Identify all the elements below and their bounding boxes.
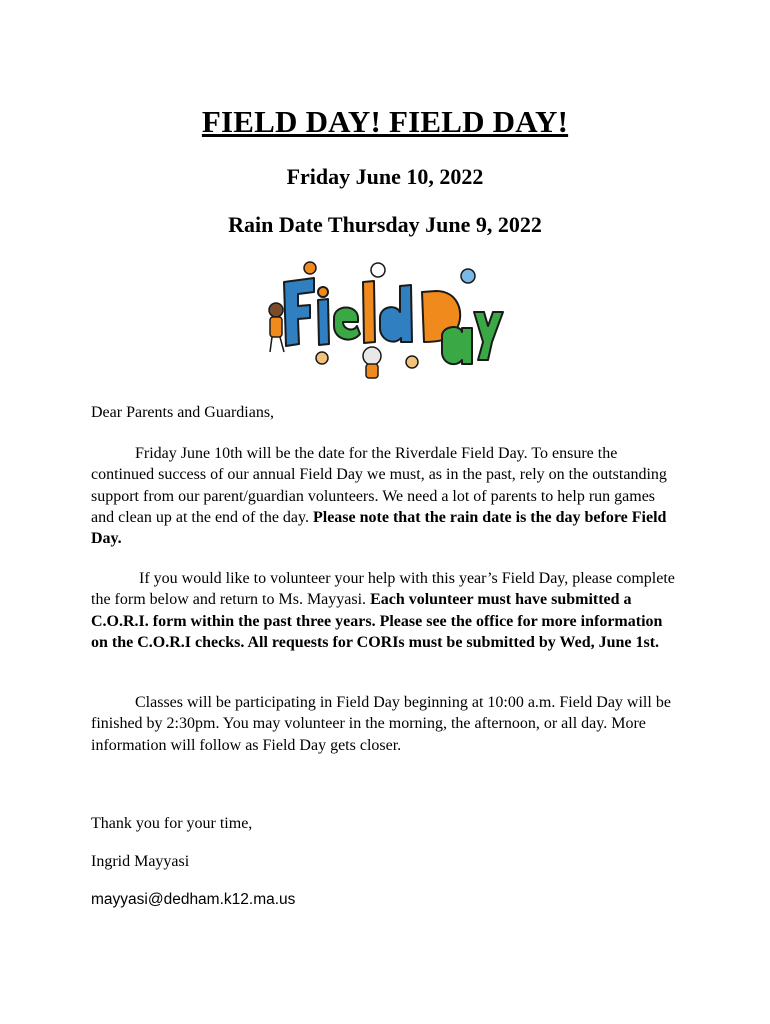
paragraph-1	[91, 443, 681, 549]
paragraph-2-bold: Each volunteer must have submitted a C.O.R.I. form within the past three years. Please see the office for more information on the C.O.R.I checks. All requests for CORIs must be submitted by Wed, June 1st.	[91, 591, 663, 651]
email-address[interactable]: mayyasi@dedham.k12.ma.us	[91, 891, 296, 908]
page-title: FIELD DAY! FIELD DAY!	[201, 104, 569, 139]
salutation: Dear Parents and Guardians,	[91, 404, 275, 421]
paragraph-3	[91, 692, 681, 756]
paragraph-2	[91, 568, 681, 653]
paragraph-2-text: If you would like to volunteer your help with this year’s Field Day, please complete the form below and return to Ms. Mayyasi.	[91, 570, 675, 609]
closing-line: Thank you for your time,	[91, 815, 253, 832]
field-day-logo	[262, 260, 506, 382]
paragraph-1-text: Friday June 10th will be the date for the Riverdale Field Day. To ensure the continued success of our annual Field Day we must, as in the past, rely on the outstanding support from our parent/guardian volunteers. We need a lot of parents to help run games and clean up at the end of the day.	[91, 445, 667, 526]
rain-date: Rain Date Thursday June 9, 2022	[228, 212, 542, 237]
paragraph-3-text: Classes will be participating in Field Day beginning at 10:00 a.m. Field Day will be finished by 2:30pm. You may volunteer in the morning, the afternoon, or all day. More information will follow as Field Day gets closer.	[91, 694, 671, 754]
paragraph-1-bold: Please note that the rain date is the day before Field Day.	[91, 508, 667, 548]
event-date: Friday June 10, 2022	[286, 164, 484, 189]
signature-name: Ingrid Mayyasi	[91, 853, 190, 870]
